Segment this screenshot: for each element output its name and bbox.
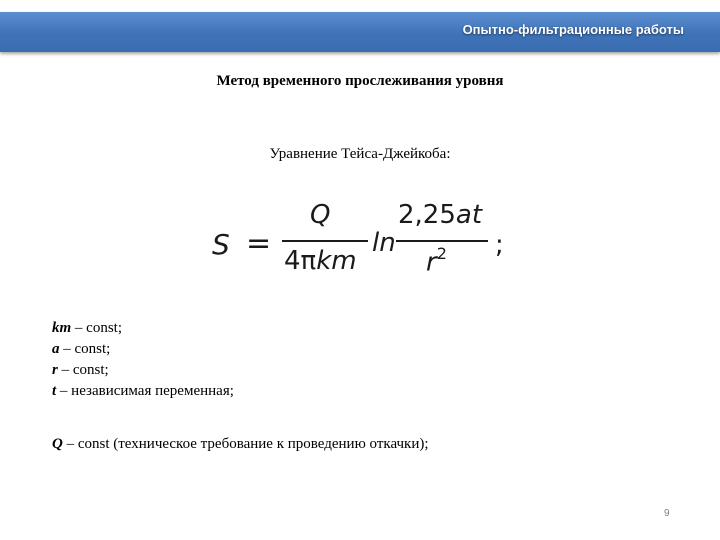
- formula-semicolon: ;: [495, 230, 504, 260]
- formula-ln: ln: [372, 228, 396, 258]
- conditions-list: [52, 318, 234, 402]
- denominator-2-var: r: [426, 247, 437, 278]
- condition-item: [52, 381, 234, 402]
- denominator-1-prefix: 4π: [284, 246, 317, 276]
- denominator-2-exponent: 2: [436, 244, 447, 263]
- theis-jacob-formula: [212, 200, 512, 286]
- condition-item: [52, 318, 234, 339]
- condition-variable: a: [52, 341, 60, 357]
- formula-equals: =: [246, 226, 272, 261]
- page-number: 9: [664, 508, 670, 519]
- slide-title: Метод временного прослеживания уровня: [216, 73, 504, 89]
- condition-variable: r: [52, 362, 58, 378]
- condition-text: – const;: [59, 341, 111, 357]
- equation-caption: Уравнение Тейса-Джейкоба:: [269, 146, 451, 162]
- q-variable: Q: [52, 436, 63, 452]
- formula-numerator-1: Q: [310, 200, 331, 230]
- header-bar: [0, 12, 720, 52]
- header-title: Опытно-фильтрационные работы: [462, 22, 684, 37]
- condition-text: – независимая переменная;: [56, 383, 234, 399]
- condition-variable: km: [52, 320, 72, 336]
- fraction-bar-1: [282, 240, 368, 242]
- formula-numerator-2: [398, 200, 482, 230]
- condition-text: – const;: [71, 320, 123, 336]
- fraction-bar-2: [396, 240, 488, 242]
- formula-lhs: S: [212, 228, 230, 261]
- condition-item: [52, 339, 234, 360]
- q-condition: [52, 436, 429, 453]
- numerator-2-vars: at: [455, 200, 483, 230]
- condition-text: – const;: [57, 362, 109, 378]
- numerator-2-coef: 2,25: [398, 200, 456, 230]
- denominator-1-vars: km: [316, 246, 357, 276]
- formula-denominator-1: [284, 246, 357, 276]
- q-text: – const (техническое требование к проведению откачки);: [62, 436, 429, 452]
- formula-denominator-2: [426, 246, 447, 278]
- condition-variable: t: [52, 383, 57, 399]
- condition-item: [52, 360, 234, 381]
